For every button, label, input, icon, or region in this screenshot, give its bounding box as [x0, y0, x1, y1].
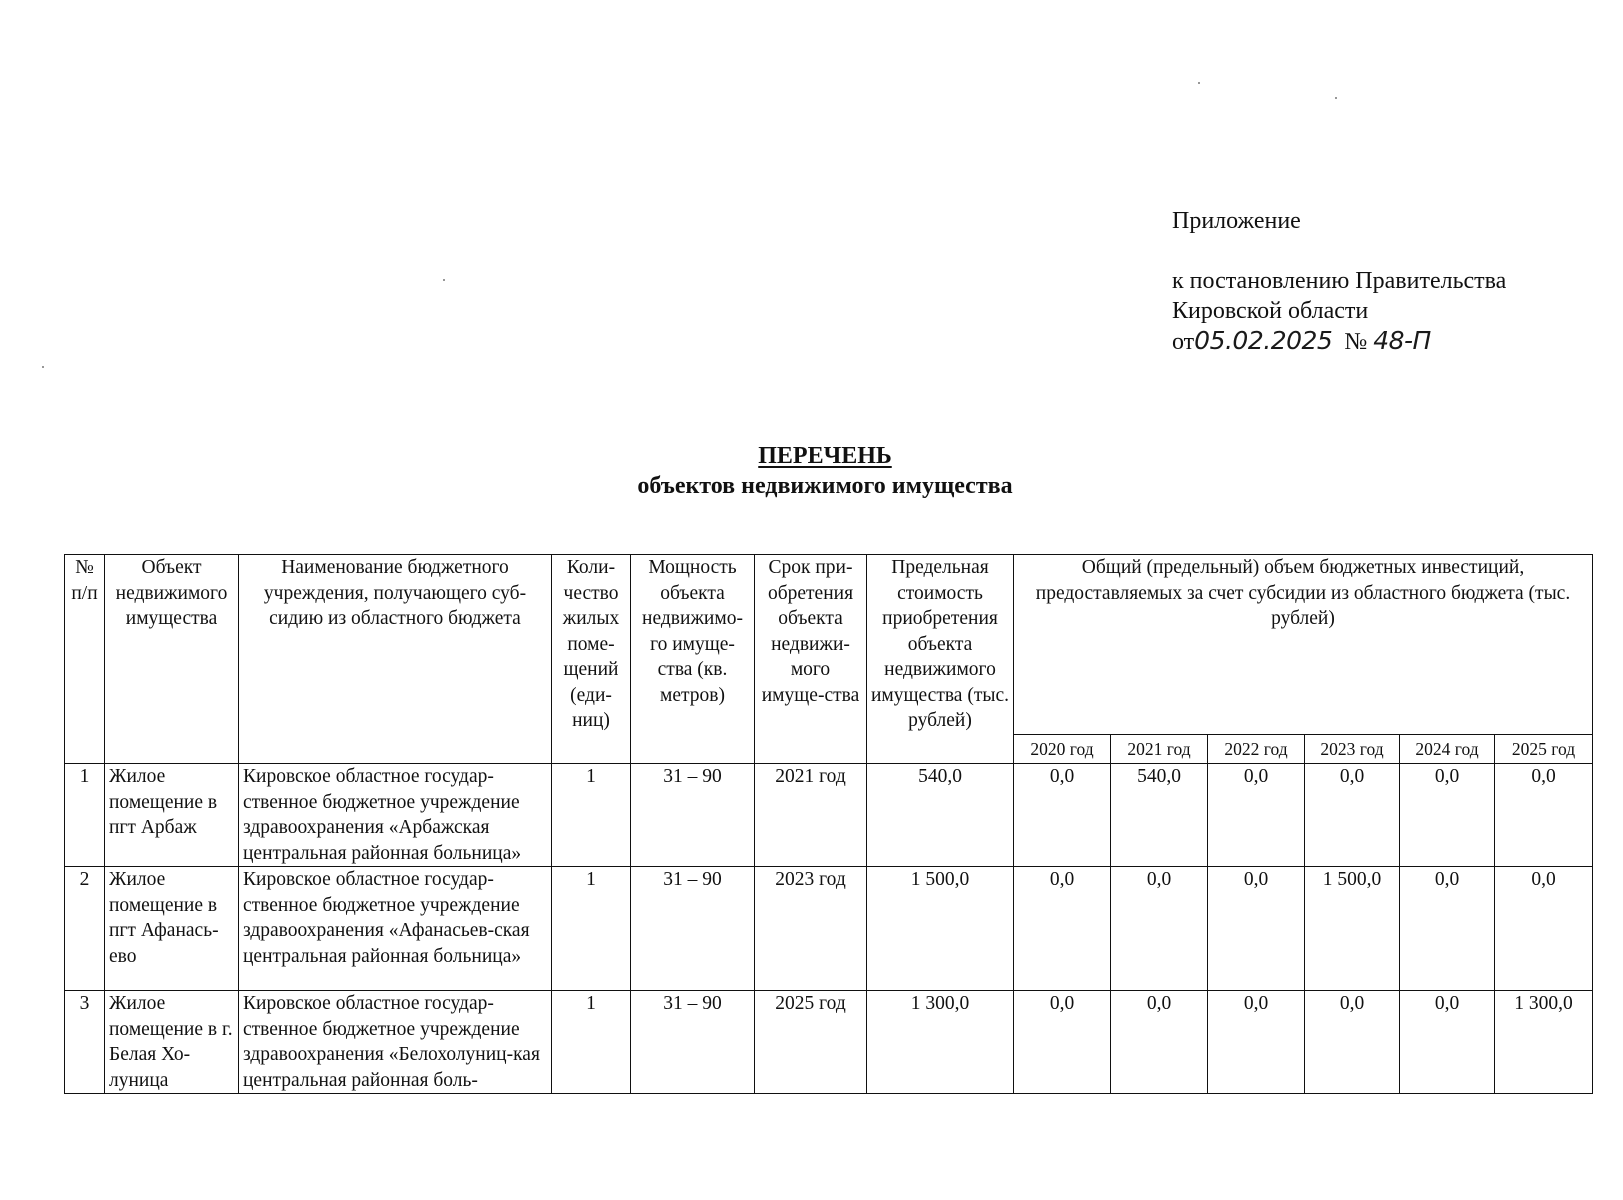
header-count: Коли-чество жилых поме-щений (еди-ниц)	[552, 555, 631, 764]
document-title	[0, 441, 1623, 501]
header-row	[65, 555, 1593, 735]
row-y2025: 0,0	[1495, 867, 1593, 991]
row-y2024: 0,0	[1400, 867, 1495, 991]
row-y2020: 0,0	[1014, 867, 1111, 991]
row-y2025: 1 300,0	[1495, 991, 1593, 1094]
appendix-region-line: Кировской области	[1172, 298, 1369, 324]
scan-speck	[1335, 97, 1337, 99]
row-num: 1	[65, 764, 105, 867]
title-sub: объектов недвижимого имущества	[637, 473, 1013, 499]
row-term: 2023 год	[755, 867, 867, 991]
table-row	[65, 867, 1593, 991]
date-prefix: от	[1172, 329, 1195, 355]
header-cost: Предельная стоимость приобретения объекта недвижимого имущества (тыс. рублей)	[867, 555, 1014, 764]
appendix-label: Приложение	[1172, 208, 1301, 234]
row-y2022: 0,0	[1208, 764, 1305, 867]
row-capacity: 31 – 90	[631, 991, 755, 1094]
row-cost: 1 500,0	[867, 867, 1014, 991]
row-num: 3	[65, 991, 105, 1094]
handwritten-number: 48-П	[1373, 326, 1431, 355]
table-row	[65, 991, 1593, 1094]
row-y2022: 0,0	[1208, 867, 1305, 991]
header-year-2020: 2020 год	[1014, 735, 1111, 764]
header-capacity: Мощность объекта недвижимо-го имуще-ства (кв. метров)	[631, 555, 755, 764]
header-investments: Общий (предельный) объем бюджетных инвестиций, предоставляемых за счет субсидии из областного бюджета (тыс. рублей)	[1014, 555, 1593, 735]
row-count: 1	[552, 764, 631, 867]
row-y2024: 0,0	[1400, 991, 1495, 1094]
row-y2023: 0,0	[1305, 991, 1400, 1094]
row-y2021: 0,0	[1111, 867, 1208, 991]
row-y2023: 1 500,0	[1305, 867, 1400, 991]
scan-speck	[42, 366, 44, 368]
row-cost: 1 300,0	[867, 991, 1014, 1094]
row-y2020: 0,0	[1014, 991, 1111, 1094]
scan-speck	[1198, 82, 1200, 84]
title-main: ПЕРЕЧЕНЬ	[758, 443, 892, 469]
row-count: 1	[552, 867, 631, 991]
row-num: 2	[65, 867, 105, 991]
row-y2022: 0,0	[1208, 991, 1305, 1094]
row-term: 2021 год	[755, 764, 867, 867]
row-capacity: 31 – 90	[631, 764, 755, 867]
property-table	[64, 554, 1593, 1094]
handwritten-date: 05.02.2025	[1194, 326, 1333, 355]
appendix-date-line	[1172, 326, 1506, 357]
row-institution: Кировское областное государ-ственное бюджетное учреждение здравоохранения «Афанасьев-ская центральная районная больница»	[239, 867, 552, 991]
header-num: № п/п	[65, 555, 105, 764]
row-y2021: 540,0	[1111, 764, 1208, 867]
header-term: Срок при-обретения объекта недвижи-мого имуще-ства	[755, 555, 867, 764]
row-object: Жилое помещение в пгт Арбаж	[105, 764, 239, 867]
row-y2024: 0,0	[1400, 764, 1495, 867]
row-object: Жилое помещение в г. Белая Хо-луница	[105, 991, 239, 1094]
header-year-2025: 2025 год	[1495, 735, 1593, 764]
row-term: 2025 год	[755, 991, 867, 1094]
row-institution: Кировское областное государ-ственное бюджетное учреждение здравоохранения «Белохолуниц-кая центральная районная боль-	[239, 991, 552, 1094]
row-institution: Кировское областное государ-ственное бюджетное учреждение здравоохранения «Арбажская центральная районная больница»	[239, 764, 552, 867]
header-year-2024: 2024 год	[1400, 735, 1495, 764]
header-year-2023: 2023 год	[1305, 735, 1400, 764]
row-capacity: 31 – 90	[631, 867, 755, 991]
row-y2023: 0,0	[1305, 764, 1400, 867]
row-y2025: 0,0	[1495, 764, 1593, 867]
header-year-2021: 2021 год	[1111, 735, 1208, 764]
header-institution: Наименование бюджетного учреждения, получающего суб-сидию из областного бюджета	[239, 555, 552, 764]
row-y2020: 0,0	[1014, 764, 1111, 867]
number-prefix: №	[1344, 329, 1368, 355]
row-object: Жилое помещение в пгт Афанась-ево	[105, 867, 239, 991]
table-row	[65, 764, 1593, 867]
appendix-decree-line: к постановлению Правительства	[1172, 268, 1507, 294]
row-count: 1	[552, 991, 631, 1094]
header-object: Объект недвижимого имущества	[105, 555, 239, 764]
header-year-2022: 2022 год	[1208, 735, 1305, 764]
row-y2021: 0,0	[1111, 991, 1208, 1094]
row-cost: 540,0	[867, 764, 1014, 867]
scan-speck	[443, 279, 445, 281]
appendix-block	[1172, 206, 1506, 357]
